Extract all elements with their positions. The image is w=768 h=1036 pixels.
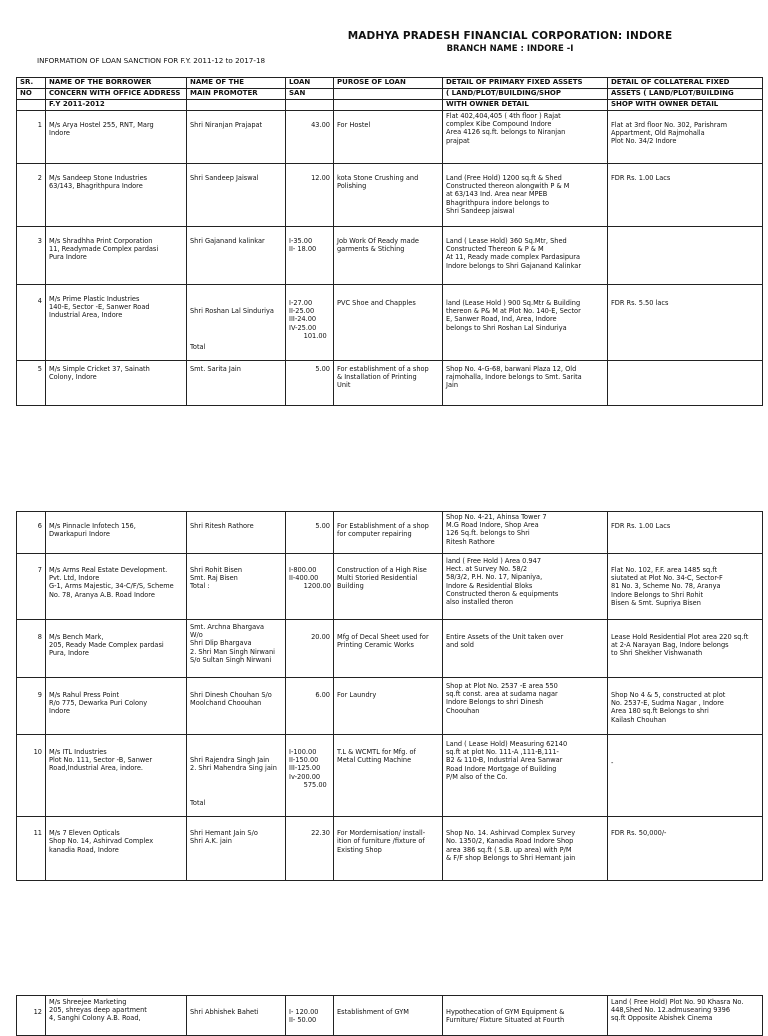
sr-cell: 6 bbox=[17, 512, 46, 554]
document-title: MADHYA PRADESH FINANCIAL CORPORATION: INDORE bbox=[347, 30, 673, 42]
collateral-assets-cell: FDR Rs. 1.00 Lacs bbox=[608, 164, 763, 227]
promoter-total-label: Total bbox=[190, 342, 206, 351]
sr-cell: 8 bbox=[17, 620, 46, 678]
purpose-cell: For Laundry bbox=[334, 678, 443, 735]
collateral-assets-cell bbox=[608, 227, 763, 285]
loan-cell: I- 120.00 II- 50.00 bbox=[286, 996, 334, 1036]
table-row bbox=[17, 620, 763, 678]
purpose-cell: Mfg of Decal Sheet used for Printing Ceramic Works bbox=[334, 620, 443, 678]
loan-breakdown: I-800.00 II-400.00 1200.00 bbox=[289, 566, 331, 591]
table-row bbox=[17, 996, 763, 1036]
loan-cell: 43.00 bbox=[286, 111, 334, 164]
table-row bbox=[17, 554, 763, 620]
sr-cell: 10 bbox=[17, 735, 46, 817]
info-line: INFORMATION OF LOAN SANCTION FOR F.Y. 2011-12 to 2017-18 bbox=[37, 56, 266, 65]
primary-assets-cell: Land (Free Hold) 1200 sq.ft & Shed Constructed thereon alongwith P & M at 63/143 Ind. Area near MPEB Bhagrithpura indore belongs to Shri Sandeep jaiswal bbox=[443, 164, 608, 227]
sr-cell: 3 bbox=[17, 227, 46, 285]
table-row bbox=[17, 512, 763, 554]
col-sr: SR. bbox=[17, 78, 46, 89]
loan-cell bbox=[286, 285, 334, 361]
promoter-cell: Smt. Sarita Jain bbox=[187, 361, 286, 406]
col-primary-assets-2: ( LAND/PLOT/BUILDING/SHOP bbox=[443, 89, 608, 100]
collateral-assets-cell bbox=[608, 361, 763, 406]
col-loan-2: SAN bbox=[286, 89, 334, 100]
loan-cell: 5.00 bbox=[286, 361, 334, 406]
borrower-cell: M/s Shradhha Print Corporation 11, Readymade Complex pardasi Pura Indore bbox=[46, 227, 187, 285]
purpose-cell: kota Stone Crushing and Polishing bbox=[334, 164, 443, 227]
table-row bbox=[17, 735, 763, 817]
borrower-cell: M/s Shreejee Marketing 205, shreyas deep apartment 4, Sanghi Colony A.B. Road, bbox=[46, 996, 187, 1036]
col-purpose: PUROSE OF LOAN bbox=[334, 78, 443, 89]
col-borrower-2: CONCERN WITH OFFICE ADDRESS bbox=[46, 89, 187, 100]
promoter-cell: Shri Hemant Jain S/o Shri A.K. jain bbox=[187, 817, 286, 881]
promoter-cell: Shri Ritesh Rathore bbox=[187, 512, 286, 554]
header-row-2 bbox=[17, 89, 763, 100]
loan-breakdown: I-100.00 II-150.00 III-125.00 Iv-200.00 575.00 bbox=[289, 748, 327, 789]
collateral-assets-cell: FDR Rs. 50,000/- bbox=[608, 817, 763, 881]
primary-assets-cell: Shop at Plot No. 2537 -E area 550 sq.ft const. area at sudama nagar Indore Belongs to shri Dinesh Choouhan bbox=[443, 678, 608, 735]
table-row bbox=[17, 227, 763, 285]
loan-breakdown: I-27.00 II-25.00 III-24.00 IV-25.00 101.00 bbox=[289, 299, 327, 340]
borrower-cell: M/s Bench Mark, 205, Ready Made Complex pardasi Pura, Indore bbox=[46, 620, 187, 678]
sr-cell: 4 bbox=[17, 285, 46, 361]
purpose-cell: Construction of a High Rise Multi Storied Residential Building bbox=[334, 554, 443, 620]
borrower-cell: M/s Simple Cricket 37, Sainath Colony, Indore bbox=[46, 361, 187, 406]
collateral-assets-cell: Lease Hold Residential Plot area 220 sq.ft at 2-A Narayan Bag, Indore belongs to Shri Shekher Vishwanath bbox=[608, 620, 763, 678]
loan-cell: I-35.00 II- 18.00 bbox=[286, 227, 334, 285]
collateral-assets-cell: Flat No. 102, F.F. area 1485 sq.ft siutated at Plot No. 34-C, Sector-F 81 No. 3, Scheme No. 78, Aranya Indore Belongs to Shri Rohit Bisen & Smt. Supriya Bisen bbox=[608, 554, 763, 620]
purpose-cell: For Mordernisation/ install- ition of furniture /fixture of Existing Shop bbox=[334, 817, 443, 881]
col-borrower: NAME OF THE BORROWER bbox=[46, 78, 187, 89]
col-promoter: NAME OF THE bbox=[187, 78, 286, 89]
borrower-cell: M/s ITL Industries Plot No. 111, Sector -B, Sanwer Road,Industrial Area, indore. bbox=[46, 735, 187, 817]
loan-cell bbox=[286, 735, 334, 817]
header-row-1 bbox=[17, 78, 763, 89]
loan-cell: 22.30 bbox=[286, 817, 334, 881]
col-loan: LOAN bbox=[286, 78, 334, 89]
table-row bbox=[17, 164, 763, 227]
promoter-cell: Shri Sandeep Jaiswal bbox=[187, 164, 286, 227]
sr-cell: 11 bbox=[17, 817, 46, 881]
collateral-assets-cell: - bbox=[608, 735, 763, 817]
purpose-cell: T.L & WCMTL for Mfg. of Metal Cutting Machine bbox=[334, 735, 443, 817]
table-row bbox=[17, 111, 763, 164]
table-row bbox=[17, 285, 763, 361]
col-promoter-3 bbox=[187, 100, 286, 111]
loan-cell: 20.00 bbox=[286, 620, 334, 678]
borrower-cell: M/s Pinnacle Infotech 156, Dwarkapuri Indore bbox=[46, 512, 187, 554]
promoter-cell: Shri Niranjan Prajapat bbox=[187, 111, 286, 164]
primary-assets-cell: Flat 402,404,405 ( 4th floor ) Rajat complex Kibe Compound Indore Area 4126 sq.ft. belongs to Niranjan prajpat bbox=[443, 111, 608, 164]
col-primary-assets: DETAIL OF PRIMARY FIXED ASSETS bbox=[443, 78, 608, 89]
collateral-assets-cell: Land ( Free Hold) Plot No. 90 Khasra No. 448,Shed No. 12.admusearing 9396 sq.ft Opposite Abishek Cinema bbox=[608, 996, 763, 1036]
table-row bbox=[17, 678, 763, 735]
promoter-name: Shri Rajendra Singh Jain 2. Shri Mahendra Sing jain bbox=[190, 756, 277, 773]
header-row-3 bbox=[17, 100, 763, 111]
promoter-cell: Shri Rohit Bisen Smt. Raj Bisen Total : bbox=[187, 554, 286, 620]
primary-assets-cell: Entire Assets of the Unit taken over and sold bbox=[443, 620, 608, 678]
collateral-assets-cell: FDR Rs. 5.50 lacs bbox=[608, 285, 763, 361]
primary-assets-cell: Hypothecation of GYM Equipment & Furniture/ Fixture Situated at Fourth bbox=[443, 996, 608, 1036]
collateral-assets-cell: Shop No 4 & 5, constructed at plot No. 2537-E, Sudma Nagar , Indore Area 180 sq.ft Belongs to shri Kailash Chouhan bbox=[608, 678, 763, 735]
borrower-cell: M/s Rahul Press Point R/o 775, Dewarka Puri Colony Indore bbox=[46, 678, 187, 735]
purpose-cell: For Hostel bbox=[334, 111, 443, 164]
primary-assets-cell: Shop No. 14. Ashirvad Complex Survey No. 1350/2, Kanadia Road Indore Shop area 386 sq.ft ( S.B. up area) with P/M & F/F shop Belongs to Shri Hemant jain bbox=[443, 817, 608, 881]
borrower-cell: M/s Arms Real Estate Development. Pvt. Ltd, Indore G-1, Arms Majestic, 34-C/F/S, Scheme No. 78, Aranya A.B. Road Indore bbox=[46, 554, 187, 620]
borrower-cell: M/s Arya Hostel 255, RNT, Marg Indore bbox=[46, 111, 187, 164]
sr-cell: 5 bbox=[17, 361, 46, 406]
purpose-cell: Job Work Of Ready made garments & Stiching bbox=[334, 227, 443, 285]
col-sr-3 bbox=[17, 100, 46, 111]
primary-assets-cell: Land ( Lease Hold) 360 Sq.Mtr, Shed Constructed Thereon & P & M At 11, Ready made complex Pardasipura Indore belongs to Shri Gajanand Kalinkar bbox=[443, 227, 608, 285]
col-promoter-2: MAIN PROMOTER bbox=[187, 89, 286, 100]
promoter-cell bbox=[187, 285, 286, 361]
purpose-cell: Establishment of GYM bbox=[334, 996, 443, 1036]
primary-assets-cell: land (Lease Hold ) 900 Sq.Mtr & Building thereon & P& M at Plot No. 140-E, Sector E, Sanwer Road, Ind, Area, Indore belongs to Shri Roshan Lal Sinduriya bbox=[443, 285, 608, 361]
primary-assets-cell: land ( Free Hold ) Area 0.947 Hect. at Survey No. 58/2 58/3/2, P.H. No. 17, Nipaniya, Indore & Residential Bloks Constructed theron & equipments also installed theron bbox=[443, 554, 608, 620]
promoter-cell bbox=[187, 735, 286, 817]
sr-cell: 7 bbox=[17, 554, 46, 620]
col-collateral-assets-3: SHOP WITH OWNER DETAIL bbox=[608, 100, 763, 111]
col-primary-assets-3: WITH OWNER DETAIL bbox=[443, 100, 608, 111]
loan-cell: 6.00 bbox=[286, 678, 334, 735]
table-row bbox=[17, 817, 763, 881]
col-borrower-3: F.Y 2011-2012 bbox=[46, 100, 187, 111]
col-sr-2: NO bbox=[17, 89, 46, 100]
promoter-cell: Shri Abhishek Baheti bbox=[187, 996, 286, 1036]
loan-table-part-3 bbox=[16, 995, 763, 1036]
primary-assets-cell: Land ( Lease Hold) Measuring 62140 sq.ft at plot No. 111-A ,111-B,111- B2 & 110-B, Industrial Area Sanwar Road Indore Mortgage of Building P/M also of the Co. bbox=[443, 735, 608, 817]
sr-cell: 2 bbox=[17, 164, 46, 227]
promoter-name: Shri Roshan Lal Sinduriya bbox=[190, 307, 274, 316]
col-collateral-assets-2: ASSETS ( LAND/PLOT/BUILDING bbox=[608, 89, 763, 100]
sr-cell: 9 bbox=[17, 678, 46, 735]
collateral-assets-cell: FDR Rs. 1.00 Lacs bbox=[608, 512, 763, 554]
borrower-cell: M/s Sandeep Stone Industries 63/143, Bhagrithpura Indore bbox=[46, 164, 187, 227]
table-row bbox=[17, 361, 763, 406]
sr-cell: 12 bbox=[17, 996, 46, 1036]
col-purpose-2 bbox=[334, 89, 443, 100]
purpose-cell: For Establishment of a shop for computer repairing bbox=[334, 512, 443, 554]
branch-name: BRANCH NAME : INDORE -I bbox=[446, 44, 574, 54]
primary-assets-cell: Shop No. 4-G-68, barwani Plaza 12, Old rajmohalla, Indore belongs to Smt. Sarita Jain bbox=[443, 361, 608, 406]
loan-cell: 12.00 bbox=[286, 164, 334, 227]
loan-table-part-2 bbox=[16, 511, 763, 881]
purpose-cell: For establishment of a shop & Installation of Printing Unit bbox=[334, 361, 443, 406]
col-loan-3 bbox=[286, 100, 334, 111]
borrower-cell: M/s 7 Eleven Opticals Shop No. 14, Ashirvad Complex kanadia Road, Indore bbox=[46, 817, 187, 881]
purpose-cell: PVC Shoe and Chapples bbox=[334, 285, 443, 361]
primary-assets-cell: Shop No. 4-21, Ahinsa Tower 7 M.G Road Indore, Shop Area 126 Sq.ft. belongs to Shri Ritesh Rathore bbox=[443, 512, 608, 554]
promoter-cell: Shri Gajanand kalinkar bbox=[187, 227, 286, 285]
col-purpose-3 bbox=[334, 100, 443, 111]
promoter-total-label: Total bbox=[190, 798, 206, 807]
borrower-cell: M/s Prime Plastic Industries 140-E, Sector -E, Sanwer Road Industrial Area, Indore bbox=[46, 285, 187, 361]
loan-table-part-1 bbox=[16, 77, 763, 406]
loan-cell bbox=[286, 554, 334, 620]
col-collateral-assets: DETAIL OF COLLATERAL FIXED bbox=[608, 78, 763, 89]
collateral-assets-cell: Flat at 3rd floor No. 302, Parishram Appartment, Old Rajmohalla Plot No. 34/2 Indore bbox=[608, 111, 763, 164]
sr-cell: 1 bbox=[17, 111, 46, 164]
promoter-cell: Smt. Archna Bhargava W/o Shri Dlip Bhargava 2. Shri Man Singh Nirwani S/o Sultan Singh Nirwani bbox=[187, 620, 286, 678]
promoter-cell: Shri Dinesh Chouhan S/o Moolchand Choouhan bbox=[187, 678, 286, 735]
loan-cell: 5.00 bbox=[286, 512, 334, 554]
